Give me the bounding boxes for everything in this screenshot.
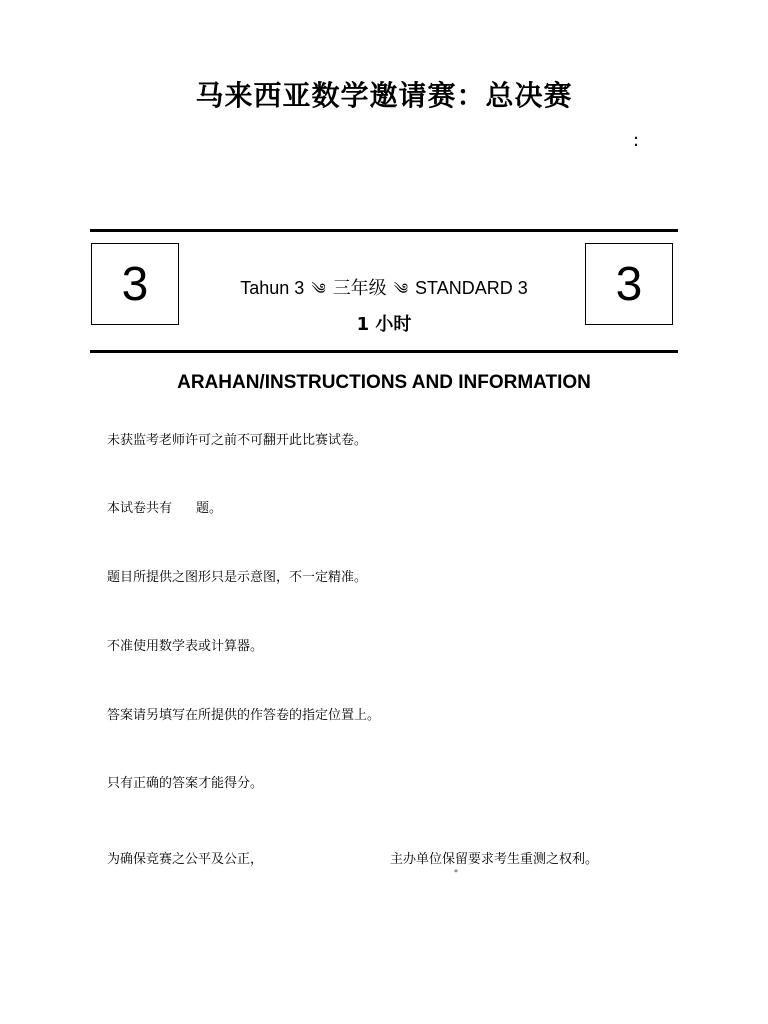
level-number-right: 3	[615, 257, 643, 311]
instruction-item-5: 答案请另填写在所提供的作答卷的指定位置上。	[107, 708, 381, 723]
instruction-item-4: 不准使用数学表或计算器。	[107, 639, 264, 654]
ornament-icon: ༄	[311, 281, 326, 298]
exam-duration: 1 小时	[356, 314, 412, 335]
instruction-item-2-prefix: 本试卷共有	[107, 501, 173, 516]
bottom-divider	[90, 350, 678, 353]
page-title: 马来西亚数学邀请赛：总决赛	[195, 79, 573, 112]
header-colon: :	[633, 130, 640, 151]
level-chinese: 三年级	[332, 278, 387, 298]
level-english: STANDARD 3	[415, 278, 528, 298]
instruction-item-7-left: 为确保竞赛之公平及公正，	[107, 852, 264, 867]
instruction-item-6: 只有正确的答案才能得分。	[107, 776, 264, 791]
level-number-box-left	[91, 243, 179, 325]
instruction-item-2-suffix: 题。	[196, 501, 223, 516]
level-line	[185, 273, 583, 315]
level-number-left: 3	[121, 257, 149, 311]
instruction-item-7-right: 主办单位保留要求考生重测之权利。	[390, 852, 599, 867]
level-malay: Tahun 3	[240, 278, 305, 298]
footnote-mark: *	[454, 868, 458, 877]
ornament-icon: ༄	[393, 281, 409, 298]
level-number-box-right	[585, 243, 673, 325]
top-divider	[90, 229, 678, 232]
instruction-item-3: 题目所提供之图形只是示意图，不一定精准。	[107, 570, 368, 585]
instruction-item-2	[107, 497, 222, 516]
instruction-item-1: 未获监考老师许可之前不可翻开此比赛试卷。	[107, 433, 368, 448]
instructions-heading: ARAHAN/INSTRUCTIONS AND INFORMATION	[177, 372, 591, 393]
